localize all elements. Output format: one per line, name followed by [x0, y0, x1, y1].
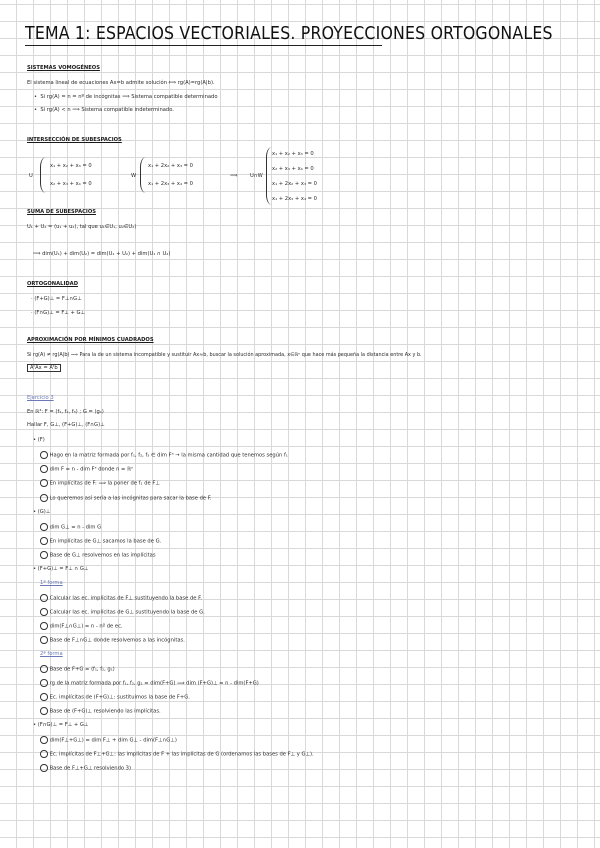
heading-ortogonalidad: ORTOGONALIDAD — [27, 281, 79, 287]
text-line: U₁ + U₂ = ⟨u₁ + u₂⟩, tal que u₁∈U₁, u₂∈U₂⟩ — [27, 224, 137, 230]
step-item: dim G⊥ = n - dim G — [40, 523, 101, 531]
step-item: Base de F+G = ⟨f₁, f₂, g₁⟩ — [40, 665, 115, 673]
equation-row: x₂ + x₃ + x₄ = 0 — [50, 181, 92, 187]
step-item: Calcular las ec. implícitas de F⊥ sustituyendo la base de F. — [40, 594, 202, 602]
equation-row: x₁ + x₂ + x₃ = 0 — [50, 163, 92, 169]
system-label-w: W — [131, 173, 137, 179]
brace-w — [140, 157, 147, 193]
bullet-item: • (G)⊥ — [33, 509, 51, 515]
step-item: dim(F⊥+G⊥) = dim F⊥ + dim G⊥ - dim(F⊥∩G⊥) — [40, 736, 177, 744]
step-item: Base de F⊥∩G⊥ donde resolvemos a las incógnitas. — [40, 636, 185, 644]
subheading: 2ª forma — [40, 651, 63, 657]
equation-row: x₁ + x₂ + x₃ = 0 — [272, 151, 314, 157]
system-label-intersection: U∩W — [250, 173, 263, 179]
bullet-item: · (F+G)⊥ = F⊥∩G⊥ — [31, 296, 82, 302]
bullet-item: • (F) — [33, 437, 45, 443]
step-item: rg de la matriz formada por f₁, f₂, g₁ = dim(F+G) ⟹ dim (F+G)⊥ = n - dim(F+G) — [40, 679, 259, 687]
step-item: Base de G⊥ resolvemos en las implícitas — [40, 551, 156, 559]
exercise-heading: Ejercicio 3 — [27, 395, 54, 401]
text-line: ⟹ dim(U₁) + dim(U₂) = dim(U₁ + U₂) + dim(U₁ ∩ U₂) — [33, 251, 171, 257]
text-line: Si rg(A) ≠ rg(A|b) ⟹ Para la de un sistema incompatible y sustituir Ax≈b, buscar la solución aproximada, x∈ℝⁿ que hace más pequeña la distancia entre Ax y b. — [27, 352, 422, 358]
step-item: Calcular las ec. implícitas de G⊥ sustituyendo la base de G. — [40, 608, 205, 616]
implies-arrow: ⟹ — [230, 173, 238, 179]
text-line: En ℝ⁴: F = ⟨f₁, f₂, f₃⟩ ; G = ⟨g₁⟩ — [27, 409, 104, 415]
bullet-item: · (F∩G)⊥ = F⊥ + G⊥ — [31, 310, 86, 316]
equation-row: x₁ + 2x₃ + x₄ = 0 — [272, 196, 317, 202]
text-line: El sistema lineal de ecuaciones Ax=b admite solución ⟺ rg(A)=rg(A|b). — [27, 80, 215, 86]
equation-row: x₂ + x₃ + x₄ = 0 — [272, 166, 314, 172]
step-item: Ec. implícitas de F⊥+G⊥: las implícitas de F + las implícitas de G (ordenamos las bases de F⊥ y G⊥). — [40, 750, 314, 758]
step-item: dim F = n - dim Fᵃ donde n = ℝⁿ — [40, 465, 133, 473]
bullet-item: • (F∩G)⊥ = F⊥ + G⊥ — [33, 722, 89, 728]
bullet-item: • Si rg(A) < n ⟹ Sistema compatible indeterminado. — [34, 107, 174, 113]
heading-minimos-cuadrados: APROXIMACIÓN POR MÍNIMOS CUADRADOS — [27, 337, 154, 343]
step-item: Base de (F+G)⊥ resolviendo las implícitas. — [40, 707, 161, 715]
step-item: dim(F⊥∩G⊥) = n - nº de ec. — [40, 622, 123, 630]
equation-row: x₁ + 2x₂ + x₃ = 0 — [148, 163, 193, 169]
step-item: Base de F⊥+G⊥ resolviendo 3) — [40, 764, 131, 772]
step-item: Lo queremos así sería a las incógnitas para sacar la base de F. — [40, 494, 212, 502]
title-underline — [25, 45, 382, 46]
heading-suma: SUMA DE SUBESPACIOS — [27, 209, 96, 215]
equation-row: x₁ + 2x₂ + x₃ = 0 — [272, 181, 317, 187]
bullet-item: • Si rg(A) = n = nº de incógnitas ⟹ Sistema compatible determinado — [34, 94, 218, 100]
step-item: Ec. implícitas de (F+G)⊥: sustituimos la base de F+G. — [40, 693, 190, 701]
subheading: 1ª forma — [40, 580, 63, 586]
heading-sistemas: SISTEMAS VOMOGÉNEOS — [27, 65, 100, 71]
text-line: Hallar F, G⊥, (F+G)⊥, (F∩G)⊥ — [27, 422, 105, 428]
brace-u — [40, 157, 47, 193]
system-label-u: U — [29, 173, 33, 179]
bullet-item: • (F+G)⊥ = F⊥ ∩ G⊥ — [33, 566, 89, 572]
heading-interseccion: INTERSECCIÓN DE SUBESPACIOS — [27, 137, 122, 143]
step-item: Hago en la matriz formada por f₁, f₂, f₃ ∈ dim Fᵃ → la misma cantidad que tenemos según f₁ — [40, 451, 288, 459]
page-title: TEMA 1: ESPACIOS VECTORIALES. PROYECCIONES ORTOGONALES — [25, 24, 553, 44]
step-item: En implícitas de F: ⟹ la poner de f₁ de F⊥ — [40, 479, 160, 487]
equation-row: x₁ + 2x₃ + x₄ = 0 — [148, 181, 193, 187]
formula-box: AᵗAx = Aᵗb — [27, 365, 61, 372]
step-item: En implícitas de G⊥ sacamos la base de G. — [40, 537, 161, 545]
